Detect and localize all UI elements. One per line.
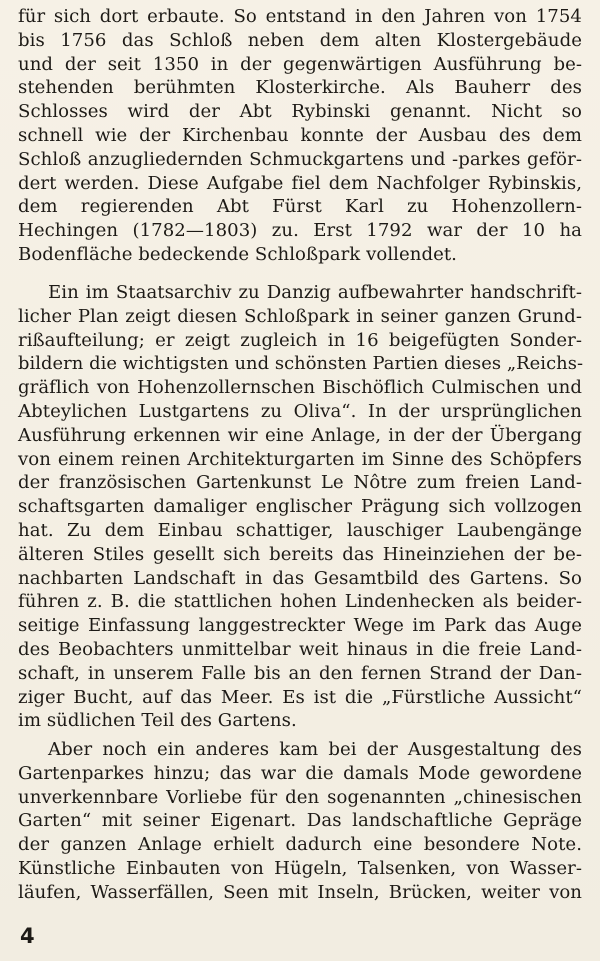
- paragraph-3: [18, 738, 582, 905]
- text-line: schaft, in unserem Falle bis an den fernen Strand der Dan-: [18, 662, 582, 684]
- text-line: Künstliche Einbauten von Hügeln, Talsenken, von Wasser-: [18, 857, 582, 879]
- paragraph-1: [18, 5, 582, 267]
- text-line: gräflich von Hohenzollernschen Bischöflich Culmischen und: [18, 377, 582, 399]
- text-line: licher Plan zeigt diesen Schloßpark in seiner ganzen Grund-: [18, 305, 582, 327]
- text-line: bis 1756 das Schloß neben dem alten Klostergebäude: [18, 29, 582, 51]
- text-line: des Beobachters unmittelbar weit hinaus in die freie Land-: [18, 638, 582, 660]
- text-line: seitige Einfassung langgestreckter Wege im Park das Auge: [18, 615, 582, 637]
- text-line: rißaufteilung; er zeigt zugleich in 16 beigefügten Sonder-: [18, 329, 582, 351]
- page-number: 4: [20, 924, 35, 948]
- text-line: älteren Stiles gesellt sich bereits das Hineinziehen der be-: [18, 543, 582, 565]
- text-line: bildern die wichtigsten und schönsten Partien dieses „Reichs-: [18, 353, 584, 375]
- text-line: dert werden. Diese Aufgabe fiel dem Nachfolger Rybinskis,: [18, 172, 582, 194]
- text-line: schnell wie der Kirchenbau konnte der Ausbau des dem: [18, 124, 582, 146]
- text-line: Bodenfläche bedeckende Schloßpark vollendet.: [18, 243, 457, 265]
- text-line: ziger Bucht, auf das Meer. Es ist die „Fürstliche Aussicht“: [18, 686, 582, 708]
- paragraph-2: [18, 281, 582, 733]
- text-line: Hechingen (1782—1803) zu. Erst 1792 war der 10 ha: [18, 220, 582, 242]
- text-line: Gartenparkes hinzu; das war die damals Mode gewordene: [18, 762, 582, 784]
- text-line: für sich dort erbaute. So entstand in den Jahren von 1754: [18, 6, 582, 27]
- text-line: dem regierenden Abt Fürst Karl zu Hohenzollern-: [18, 196, 582, 218]
- text-line: schaftsgarten damaliger englischer Prägung sich vollzogen: [18, 496, 582, 518]
- text-line: Ein im Staatsarchiv zu Danzig aufbewahrter handschrift-: [48, 282, 582, 303]
- text-line: Aber noch ein anderes kam bei der Ausgestaltung des: [48, 739, 582, 760]
- text-line: Garten“ mit seiner Eigenart. Das landschaftliche Gepräge: [18, 810, 582, 832]
- text-line: nachbarten Landschaft in das Gesamtbild des Gartens. So: [18, 567, 582, 589]
- text-line: hat. Zu dem Einbau schattiger, lauschiger Laubengänge: [18, 519, 582, 541]
- text-line: läufen, Wasserfällen, Seen mit Inseln, Brücken, weiter von: [18, 881, 582, 903]
- text-line: führen z. B. die stattlichen hohen Lindenhecken als beider-: [18, 591, 582, 613]
- text-line: Abteylichen Lustgartens zu Oliva“. In der ursprünglichen: [18, 400, 582, 422]
- text-line: und der seit 1350 in der gegenwärtigen Ausführung be-: [18, 53, 582, 75]
- text-line: Schloß anzugliedernden Schmuckgartens und -parkes geför-: [18, 148, 582, 170]
- text-line: stehenden berühmten Klosterkirche. Als Bauherr des: [18, 77, 582, 99]
- text-line: der ganzen Anlage erhielt dadurch eine besondere Note.: [18, 834, 582, 856]
- text-line: von einem reinen Architekturgarten im Sinne des Schöpfers: [18, 448, 582, 470]
- text-line: im südlichen Teil des Gartens.: [18, 710, 297, 732]
- text-line: der französischen Gartenkunst Le Nôtre zum freien Land-: [18, 472, 582, 494]
- text-line: Schlosses wird der Abt Rybinski genannt. Nicht so: [18, 101, 582, 123]
- text-line: unverkennbare Vorliebe für den sogenannten „chinesischen: [18, 786, 582, 808]
- text-line: Ausführung erkennen wir eine Anlage, in der der Übergang: [18, 424, 582, 446]
